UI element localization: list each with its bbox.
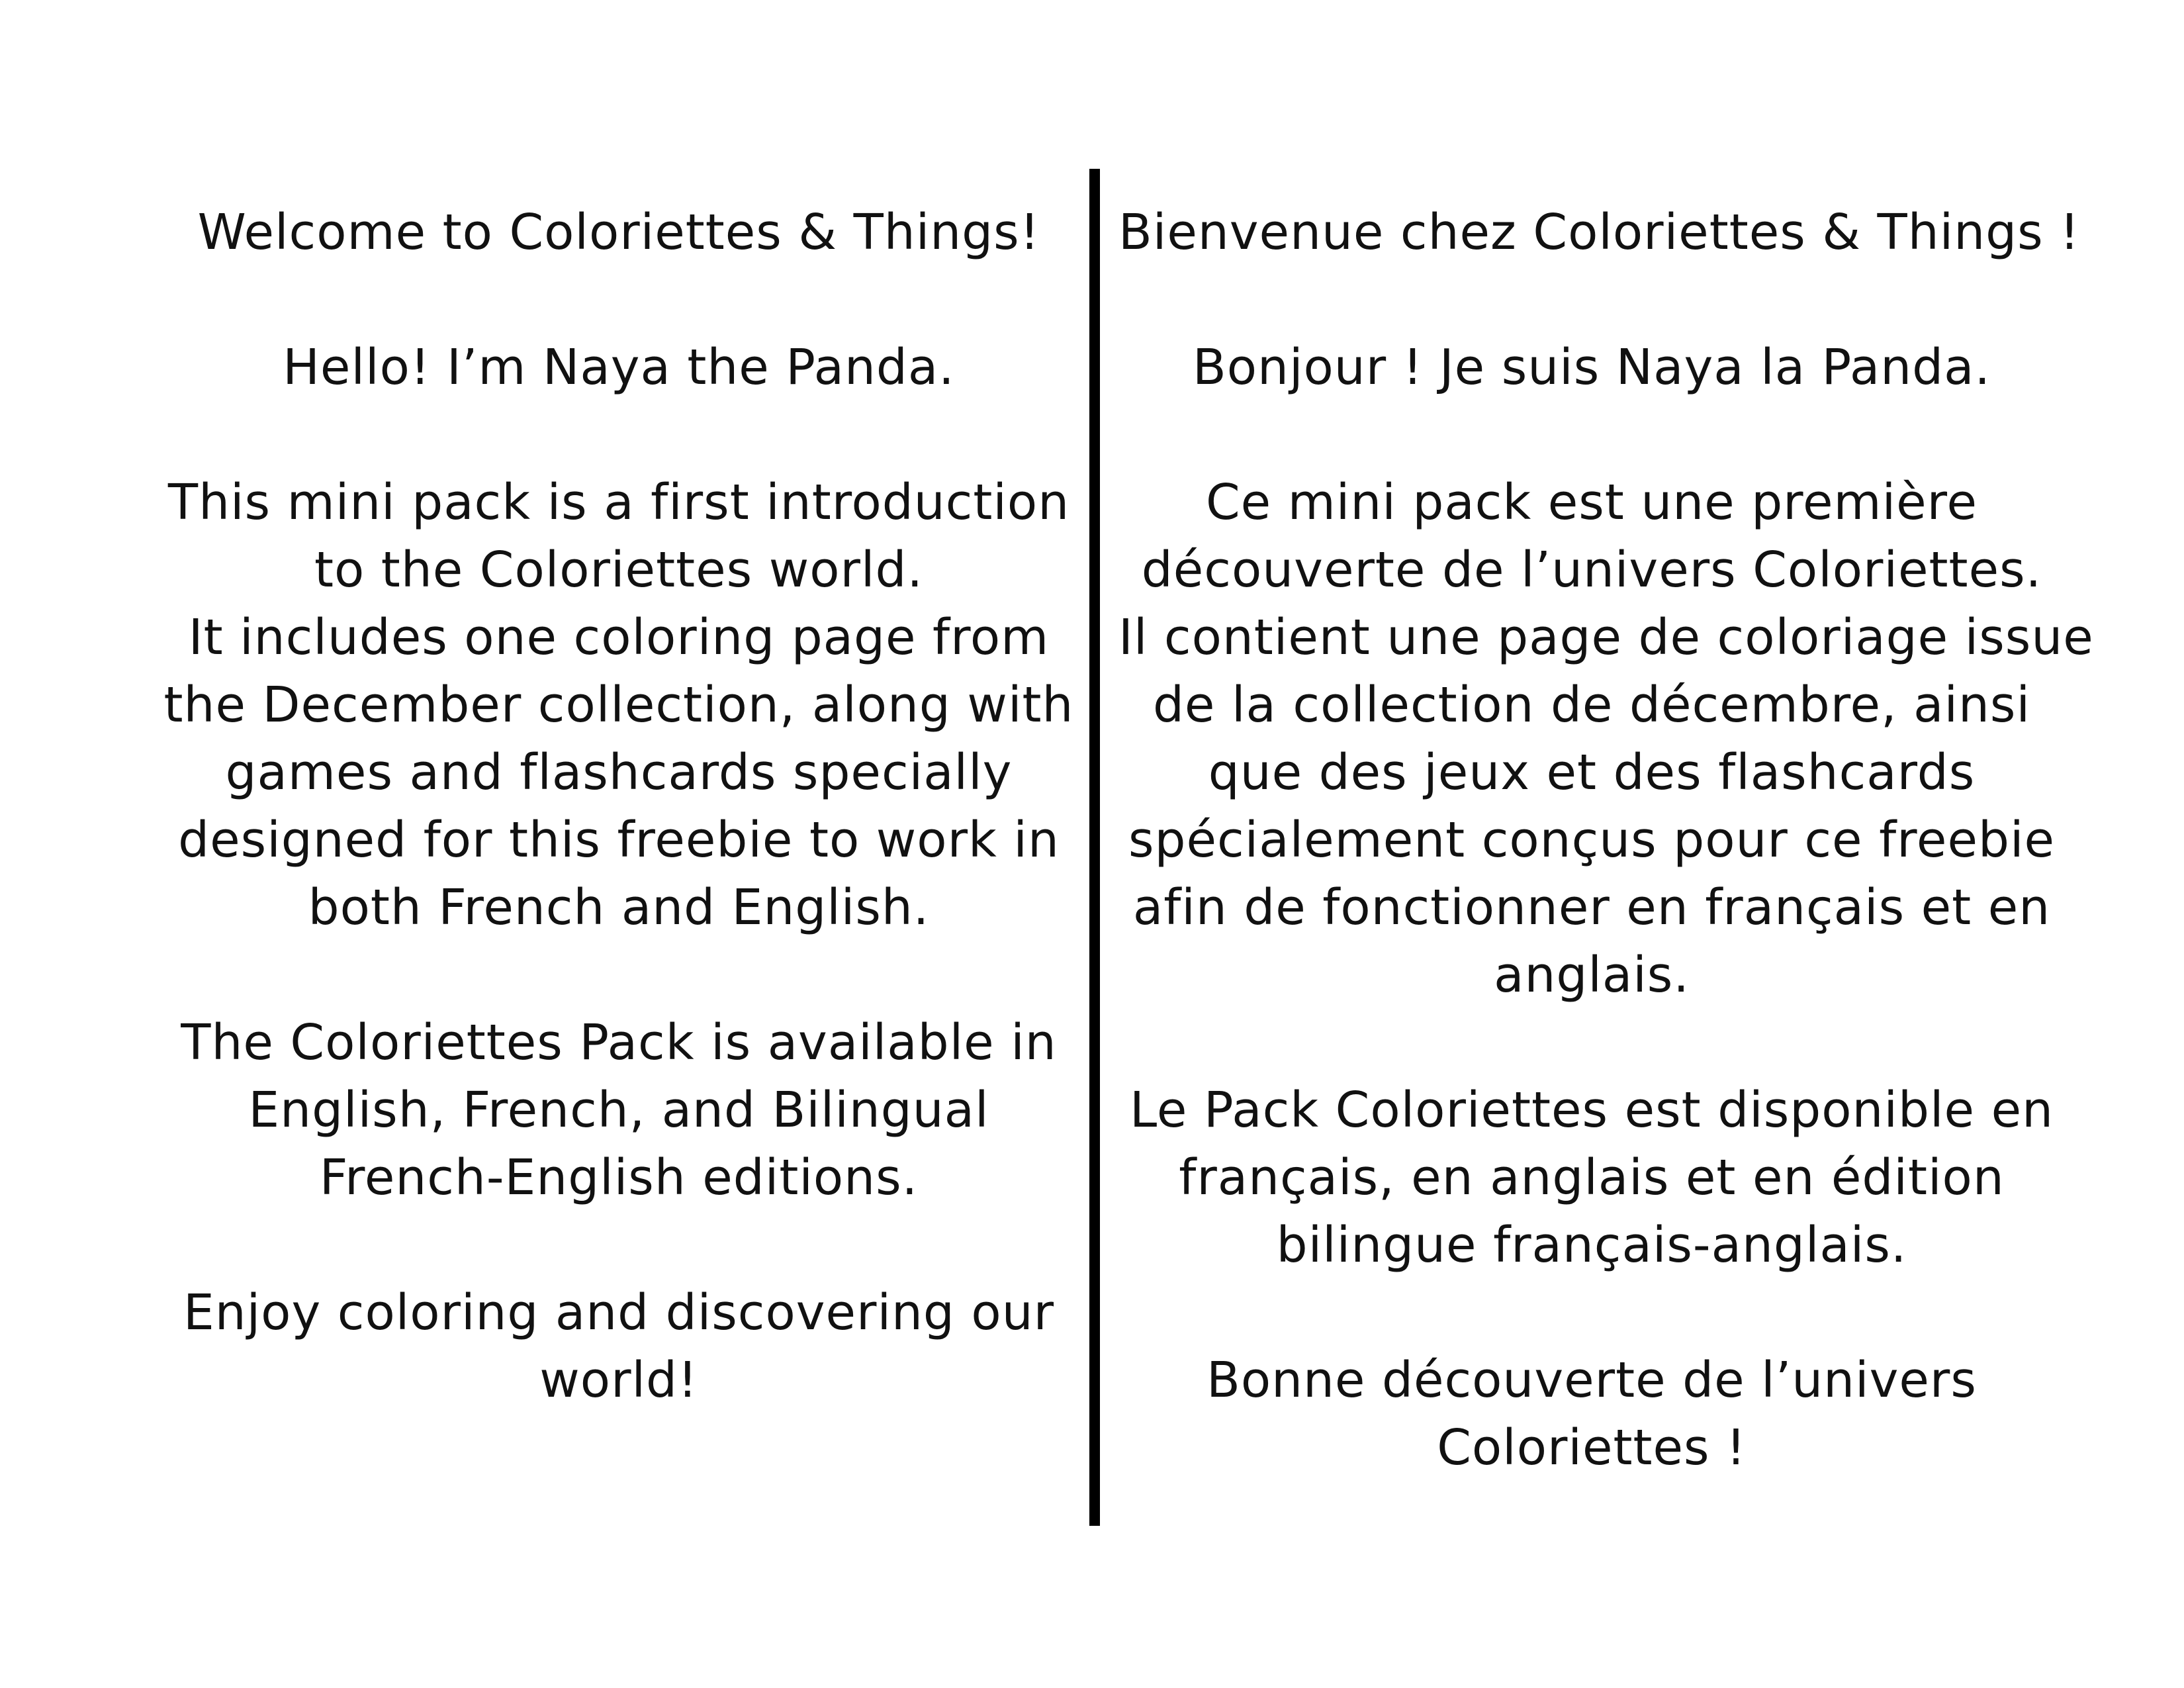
- english-includes-line: It includes one coloring page from: [188, 609, 1050, 666]
- column-divider: [1089, 169, 1100, 1526]
- english-includes-line: games and flashcards specially: [225, 744, 1013, 801]
- french-availability: [1118, 1076, 2065, 1279]
- english-includes-line: the December collection, along with: [163, 677, 1074, 733]
- english-column: [146, 199, 1092, 1414]
- french-includes-line: Il contient une page de coloriage issue: [1118, 609, 2094, 666]
- english-includes-line: both French and English.: [308, 879, 930, 936]
- french-welcome: [1118, 199, 2080, 266]
- english-closing-line: world!: [539, 1352, 698, 1409]
- english-closing-line: Enjoy coloring and discovering our: [183, 1284, 1055, 1341]
- english-intro-line: to the Coloriettes world.: [314, 541, 923, 598]
- french-availability-line: Le Pack Coloriettes est disponible en: [1129, 1082, 2054, 1139]
- french-closing-line: Coloriettes !: [1437, 1419, 1747, 1476]
- english-availability-line: French-English editions.: [319, 1149, 919, 1206]
- french-includes-line: de la collection de décembre, ainsi: [1152, 677, 2031, 733]
- english-includes-line: designed for this freebie to work in: [178, 812, 1060, 868]
- french-includes-line: anglais.: [1494, 947, 1690, 1004]
- english-closing: [146, 1279, 1092, 1414]
- english-includes: [146, 604, 1092, 941]
- french-greeting: [1118, 334, 2065, 401]
- french-includes: [1118, 604, 2094, 1009]
- french-includes-line: afin de fonctionner en français et en: [1132, 879, 2051, 936]
- french-closing: [1118, 1346, 2065, 1481]
- english-intro: [146, 469, 1092, 604]
- french-availability-line: français, en anglais et en édition: [1179, 1149, 2005, 1206]
- french-column: [1118, 199, 2094, 1481]
- french-intro-line: découverte de l’univers Coloriettes.: [1141, 541, 2042, 598]
- french-includes-line: spécialement conçus pour ce freebie: [1128, 812, 2056, 868]
- english-welcome-line: Welcome to Coloriettes & Things!: [197, 204, 1040, 261]
- english-availability-line: The Coloriettes Pack is available in: [181, 1014, 1057, 1071]
- english-greeting-line: Hello! I’m Naya the Panda.: [283, 339, 955, 396]
- english-availability-line: English, French, and Bilingual: [248, 1082, 989, 1139]
- french-intro: [1118, 469, 2065, 604]
- english-greeting: [146, 334, 1092, 401]
- french-availability-line: bilingue français-anglais.: [1276, 1217, 1907, 1274]
- french-welcome-line: Bienvenue chez Coloriettes & Things !: [1118, 204, 2080, 261]
- french-intro-line: Ce mini pack est une première: [1206, 474, 1978, 531]
- english-intro-line: This mini pack is a first introduction: [167, 474, 1070, 531]
- english-welcome: [146, 199, 1092, 266]
- english-availability: [146, 1009, 1092, 1211]
- french-closing-line: Bonne découverte de l’univers: [1206, 1352, 1977, 1409]
- french-includes-line: que des jeux et des flashcards: [1208, 744, 1976, 801]
- french-greeting-line: Bonjour ! Je suis Naya la Panda.: [1193, 339, 1991, 396]
